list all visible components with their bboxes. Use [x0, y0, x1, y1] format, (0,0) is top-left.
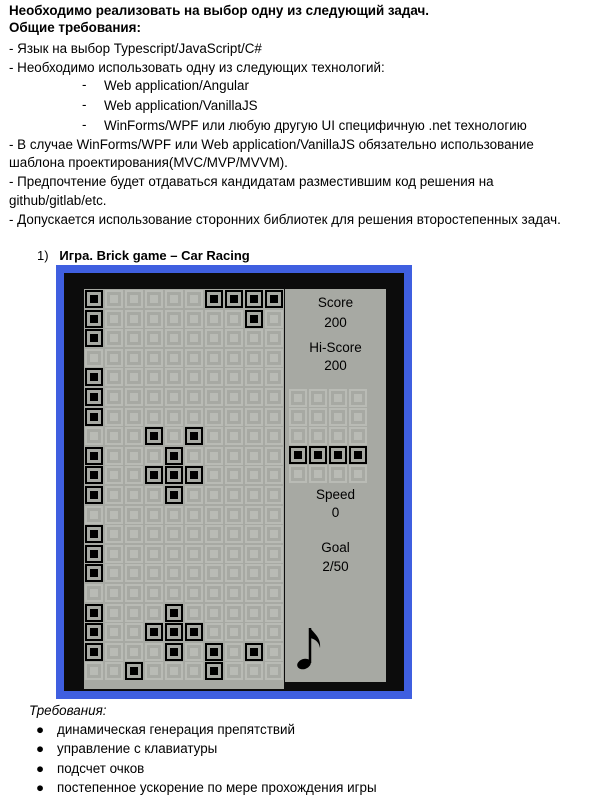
preview-pixel-off: [289, 427, 307, 445]
brick-pixel-off: [85, 662, 103, 680]
brick-pixel-off: [225, 408, 243, 426]
brick-pixel-off: [205, 584, 223, 602]
brick-pixel-off: [205, 506, 223, 524]
preview-pixel-off: [309, 427, 327, 445]
brick-pixel-off: [145, 584, 163, 602]
preview-pixel-on: [289, 446, 307, 464]
brick-pixel-off: [185, 643, 203, 661]
brick-pixel-off: [245, 662, 263, 680]
brick-pixel-on: [245, 310, 263, 328]
brick-pixel-on: [85, 604, 103, 622]
brick-pixel-off: [205, 427, 223, 445]
requirement-item: управление с клавиатуры: [57, 741, 218, 756]
brick-pixel-off: [225, 623, 243, 641]
brick-pixel-off: [125, 349, 143, 367]
brick-pixel-off: [225, 584, 243, 602]
brick-pixel-off: [125, 388, 143, 406]
brick-pixel-off: [225, 466, 243, 484]
brick-pixel-off: [185, 388, 203, 406]
brick-pixel-off: [225, 545, 243, 563]
brick-pixel-off: [245, 368, 263, 386]
brick-pixel-off: [205, 525, 223, 543]
brick-pixel-on: [165, 486, 183, 504]
brick-pixel-on: [145, 427, 163, 445]
brick-pixel-off: [125, 643, 143, 661]
brick-pixel-on: [85, 486, 103, 504]
brick-pixel-off: [145, 408, 163, 426]
brick-pixel-off: [185, 564, 203, 582]
brick-pixel-off: [105, 329, 123, 347]
document-title: Необходимо реализовать на выбор одну из следующий задач.: [9, 3, 429, 18]
brick-game-screenshot: [56, 265, 412, 699]
brick-pixel-off: [225, 368, 243, 386]
preview-pixel-off: [349, 408, 367, 426]
brick-pixel-off: [205, 604, 223, 622]
brick-pixel-on: [85, 643, 103, 661]
brick-pixel-off: [165, 290, 183, 308]
brick-pixel-on: [85, 290, 103, 308]
brick-pixel-off: [185, 310, 203, 328]
brick-pixel-off: [145, 368, 163, 386]
brick-pixel-off: [245, 447, 263, 465]
brick-pixel-off: [245, 408, 263, 426]
brick-pixel-off: [245, 623, 263, 641]
brick-pixel-off: [145, 564, 163, 582]
bullet-dot: ●: [36, 722, 45, 737]
brick-pixel-on: [145, 466, 163, 484]
brick-pixel-off: [105, 368, 123, 386]
speed-label: Speed: [315, 487, 356, 502]
brick-pixel-off: [165, 329, 183, 347]
brick-pixel-off: [145, 662, 163, 680]
brick-pixel-on: [205, 290, 223, 308]
goal-value: 2/50: [322, 559, 349, 574]
dash-marker: -: [82, 97, 87, 112]
brick-pixel-off: [125, 310, 143, 328]
brick-pixel-on: [165, 447, 183, 465]
brick-pixel-off: [185, 506, 203, 524]
brick-pixel-on: [165, 466, 183, 484]
brick-pixel-off: [225, 447, 243, 465]
brick-pixel-off: [265, 447, 283, 465]
speed-value: 0: [331, 505, 340, 520]
line-language: - Язык на выбор Typescript/JavaScript/C#: [9, 41, 262, 56]
brick-pixel-off: [265, 623, 283, 641]
tech-option-angular: Web application/Angular: [104, 78, 249, 93]
brick-pixel-off: [245, 349, 263, 367]
brick-pixel-off: [225, 388, 243, 406]
brick-pixel-off: [185, 349, 203, 367]
bullet-dot: ●: [36, 780, 45, 795]
brick-pixel-off: [225, 564, 243, 582]
brick-pixel-off: [245, 564, 263, 582]
brick-pixel-off: [205, 466, 223, 484]
dash-marker: -: [82, 77, 87, 92]
preview-pixel-off: [289, 465, 307, 483]
hiscore-value: 200: [324, 358, 347, 373]
brick-pixel-off: [145, 545, 163, 563]
brick-pixel-off: [205, 388, 223, 406]
brick-pixel-off: [225, 349, 243, 367]
brick-pixel-on: [165, 623, 183, 641]
brick-pixel-off: [225, 643, 243, 661]
brick-pixel-off: [205, 447, 223, 465]
task-number: 1): [37, 248, 49, 263]
brick-pixel-on: [225, 290, 243, 308]
brick-pixel-off: [245, 525, 263, 543]
line-libraries: - Допускается использование сторонних библиотек для решения второстепенных задач.: [9, 212, 561, 227]
brick-pixel-off: [225, 506, 243, 524]
game-field: [84, 289, 284, 689]
brick-pixel-off: [185, 290, 203, 308]
brick-pixel-off: [125, 584, 143, 602]
brick-pixel-off: [125, 447, 143, 465]
brick-pixel-off: [105, 388, 123, 406]
brick-pixel-off: [105, 604, 123, 622]
preview-pixel-off: [349, 389, 367, 407]
brick-pixel-off: [185, 408, 203, 426]
score-panel: [285, 289, 386, 682]
brick-pixel-off: [105, 427, 123, 445]
brick-pixel-on: [245, 643, 263, 661]
brick-pixel-on: [85, 564, 103, 582]
brick-pixel-off: [165, 506, 183, 524]
preview-pixel-off: [289, 408, 307, 426]
score-value: 200: [324, 315, 347, 330]
brick-pixel-off: [185, 604, 203, 622]
score-label: Score: [317, 295, 354, 310]
brick-pixel-off: [225, 604, 243, 622]
brick-pixel-off: [125, 564, 143, 582]
brick-pixel-on: [185, 427, 203, 445]
brick-pixel-off: [205, 545, 223, 563]
preview-pixel-off: [349, 465, 367, 483]
brick-pixel-off: [265, 329, 283, 347]
brick-pixel-off: [85, 349, 103, 367]
brick-pixel-off: [245, 486, 263, 504]
brick-pixel-off: [265, 310, 283, 328]
brick-pixel-off: [85, 584, 103, 602]
line-preference: - Предпочтение будет отдаваться кандидатам разместившим код решения на: [9, 174, 494, 189]
line-preference-cont: github/gitlab/etc.: [9, 193, 107, 208]
brick-pixel-off: [145, 447, 163, 465]
brick-pixel-off: [125, 427, 143, 445]
brick-pixel-on: [165, 604, 183, 622]
brick-pixel-off: [205, 329, 223, 347]
brick-pixel-off: [185, 447, 203, 465]
task-label-rest: Brick game – Car Racing: [92, 248, 250, 263]
brick-pixel-off: [145, 643, 163, 661]
brick-pixel-off: [165, 408, 183, 426]
brick-pixel-off: [145, 388, 163, 406]
task-heading: [37, 248, 250, 263]
brick-pixel-off: [265, 604, 283, 622]
preview-pixel-off: [309, 389, 327, 407]
brick-pixel-off: [225, 486, 243, 504]
brick-pixel-on: [85, 368, 103, 386]
brick-pixel-on: [125, 662, 143, 680]
brick-pixel-off: [265, 427, 283, 445]
brick-pixel-off: [105, 643, 123, 661]
brick-pixel-off: [125, 545, 143, 563]
brick-pixel-off: [185, 368, 203, 386]
brick-pixel-off: [125, 290, 143, 308]
brick-pixel-off: [165, 368, 183, 386]
brick-pixel-off: [205, 486, 223, 504]
brick-pixel-off: [265, 545, 283, 563]
brick-pixel-off: [125, 525, 143, 543]
brick-pixel-off: [145, 525, 163, 543]
brick-pixel-off: [225, 329, 243, 347]
requirement-item: подсчет очков: [57, 761, 145, 776]
requirements-heading: Требования:: [29, 703, 107, 718]
brick-pixel-off: [165, 349, 183, 367]
brick-pixel-off: [245, 466, 263, 484]
bullet-dot: ●: [36, 761, 45, 776]
preview-pixel-off: [329, 465, 347, 483]
brick-pixel-off: [105, 623, 123, 641]
brick-pixel-off: [185, 486, 203, 504]
preview-pixel-off: [329, 389, 347, 407]
brick-pixel-off: [225, 427, 243, 445]
brick-pixel-off: [185, 525, 203, 543]
preview-pixel-off: [289, 389, 307, 407]
brick-pixel-off: [245, 388, 263, 406]
brick-pixel-off: [185, 545, 203, 563]
brick-pixel-on: [85, 525, 103, 543]
brick-pixel-off: [105, 310, 123, 328]
preview-pixel-on: [309, 446, 327, 464]
preview-pixel-on: [329, 446, 347, 464]
brick-pixel-off: [145, 349, 163, 367]
brick-pixel-off: [245, 506, 263, 524]
brick-pixel-off: [105, 525, 123, 543]
brick-pixel-off: [125, 506, 143, 524]
tech-option-vanillajs: Web application/VanillaJS: [104, 98, 258, 113]
brick-pixel-on: [85, 388, 103, 406]
line-technologies: - Необходимо использовать одну из следующих технологий:: [9, 60, 385, 75]
brick-pixel-off: [105, 349, 123, 367]
hiscore-label: Hi-Score: [309, 340, 362, 355]
line-pattern: - В случае WinForms/WPF или Web application/VanillaJS обязательно использование: [9, 137, 534, 152]
brick-pixel-on: [185, 623, 203, 641]
brick-pixel-off: [205, 368, 223, 386]
brick-pixel-on: [265, 290, 283, 308]
brick-pixel-on: [165, 643, 183, 661]
bullet-dot: ●: [36, 741, 45, 756]
brick-pixel-off: [145, 486, 163, 504]
preview-pixel-on: [349, 446, 367, 464]
preview-pixel-off: [329, 408, 347, 426]
brick-pixel-on: [145, 623, 163, 641]
brick-pixel-off: [245, 545, 263, 563]
brick-pixel-off: [85, 506, 103, 524]
brick-pixel-off: [105, 506, 123, 524]
brick-pixel-off: [165, 525, 183, 543]
dash-marker: -: [82, 117, 87, 132]
brick-pixel-off: [205, 310, 223, 328]
brick-pixel-on: [85, 329, 103, 347]
brick-pixel-on: [205, 662, 223, 680]
next-preview: [287, 387, 385, 477]
brick-pixel-off: [265, 643, 283, 661]
brick-pixel-off: [165, 545, 183, 563]
brick-pixel-off: [265, 388, 283, 406]
requirement-item: динамическая генерация препятствий: [57, 722, 295, 737]
brick-pixel-off: [265, 662, 283, 680]
brick-pixel-on: [85, 310, 103, 328]
brick-pixel-off: [265, 368, 283, 386]
brick-pixel-on: [85, 623, 103, 641]
preview-pixel-off: [309, 465, 327, 483]
brick-pixel-off: [125, 466, 143, 484]
brick-pixel-off: [165, 564, 183, 582]
brick-pixel-off: [165, 662, 183, 680]
brick-pixel-off: [125, 486, 143, 504]
brick-pixel-off: [105, 662, 123, 680]
general-requirements-heading: Общие требования:: [9, 20, 141, 35]
preview-pixel-off: [349, 427, 367, 445]
brick-pixel-off: [205, 349, 223, 367]
brick-pixel-off: [125, 329, 143, 347]
brick-pixel-off: [225, 525, 243, 543]
brick-pixel-off: [205, 623, 223, 641]
brick-pixel-off: [225, 662, 243, 680]
brick-pixel-off: [185, 329, 203, 347]
brick-pixel-off: [145, 290, 163, 308]
brick-pixel-off: [145, 310, 163, 328]
brick-pixel-on: [245, 290, 263, 308]
brick-pixel-on: [205, 643, 223, 661]
brick-pixel-off: [105, 545, 123, 563]
tech-option-winforms: WinForms/WPF или любую другую UI специфичную .net технологию: [104, 118, 527, 133]
brick-pixel-off: [85, 427, 103, 445]
brick-pixel-off: [125, 368, 143, 386]
brick-pixel-off: [185, 662, 203, 680]
brick-pixel-off: [145, 506, 163, 524]
brick-pixel-off: [265, 349, 283, 367]
brick-pixel-off: [105, 564, 123, 582]
brick-pixel-off: [145, 329, 163, 347]
brick-pixel-off: [145, 604, 163, 622]
goal-label: Goal: [321, 540, 350, 555]
brick-pixel-off: [265, 486, 283, 504]
brick-pixel-off: [125, 623, 143, 641]
task-label-bold: Игра.: [59, 248, 93, 263]
brick-pixel-off: [165, 427, 183, 445]
brick-pixel-off: [265, 564, 283, 582]
preview-pixel-off: [329, 427, 347, 445]
music-note-icon: [295, 624, 325, 672]
brick-pixel-on: [85, 447, 103, 465]
brick-pixel-off: [125, 408, 143, 426]
brick-pixel-on: [85, 466, 103, 484]
brick-pixel-off: [245, 427, 263, 445]
brick-pixel-off: [205, 408, 223, 426]
brick-pixel-off: [265, 506, 283, 524]
brick-pixel-off: [265, 408, 283, 426]
brick-pixel-off: [245, 604, 263, 622]
brick-pixel-off: [265, 525, 283, 543]
brick-pixel-off: [125, 604, 143, 622]
brick-pixel-off: [165, 310, 183, 328]
brick-pixel-off: [105, 290, 123, 308]
brick-pixel-on: [85, 545, 103, 563]
brick-pixel-off: [105, 486, 123, 504]
brick-pixel-off: [105, 447, 123, 465]
brick-pixel-off: [265, 466, 283, 484]
brick-pixel-on: [85, 408, 103, 426]
brick-pixel-off: [245, 584, 263, 602]
brick-pixel-off: [225, 310, 243, 328]
brick-pixel-off: [245, 329, 263, 347]
brick-pixel-on: [185, 466, 203, 484]
brick-pixel-off: [205, 564, 223, 582]
requirement-item: постепенное ускорение по мере прохождения игры: [57, 780, 377, 795]
brick-pixel-off: [185, 584, 203, 602]
brick-pixel-off: [165, 584, 183, 602]
line-pattern-cont: шаблона проектирования(MVC/MVP/MVVM).: [9, 155, 288, 170]
preview-pixel-off: [309, 408, 327, 426]
brick-pixel-off: [105, 584, 123, 602]
brick-pixel-off: [165, 388, 183, 406]
brick-pixel-off: [265, 584, 283, 602]
brick-pixel-off: [105, 466, 123, 484]
brick-pixel-off: [105, 408, 123, 426]
